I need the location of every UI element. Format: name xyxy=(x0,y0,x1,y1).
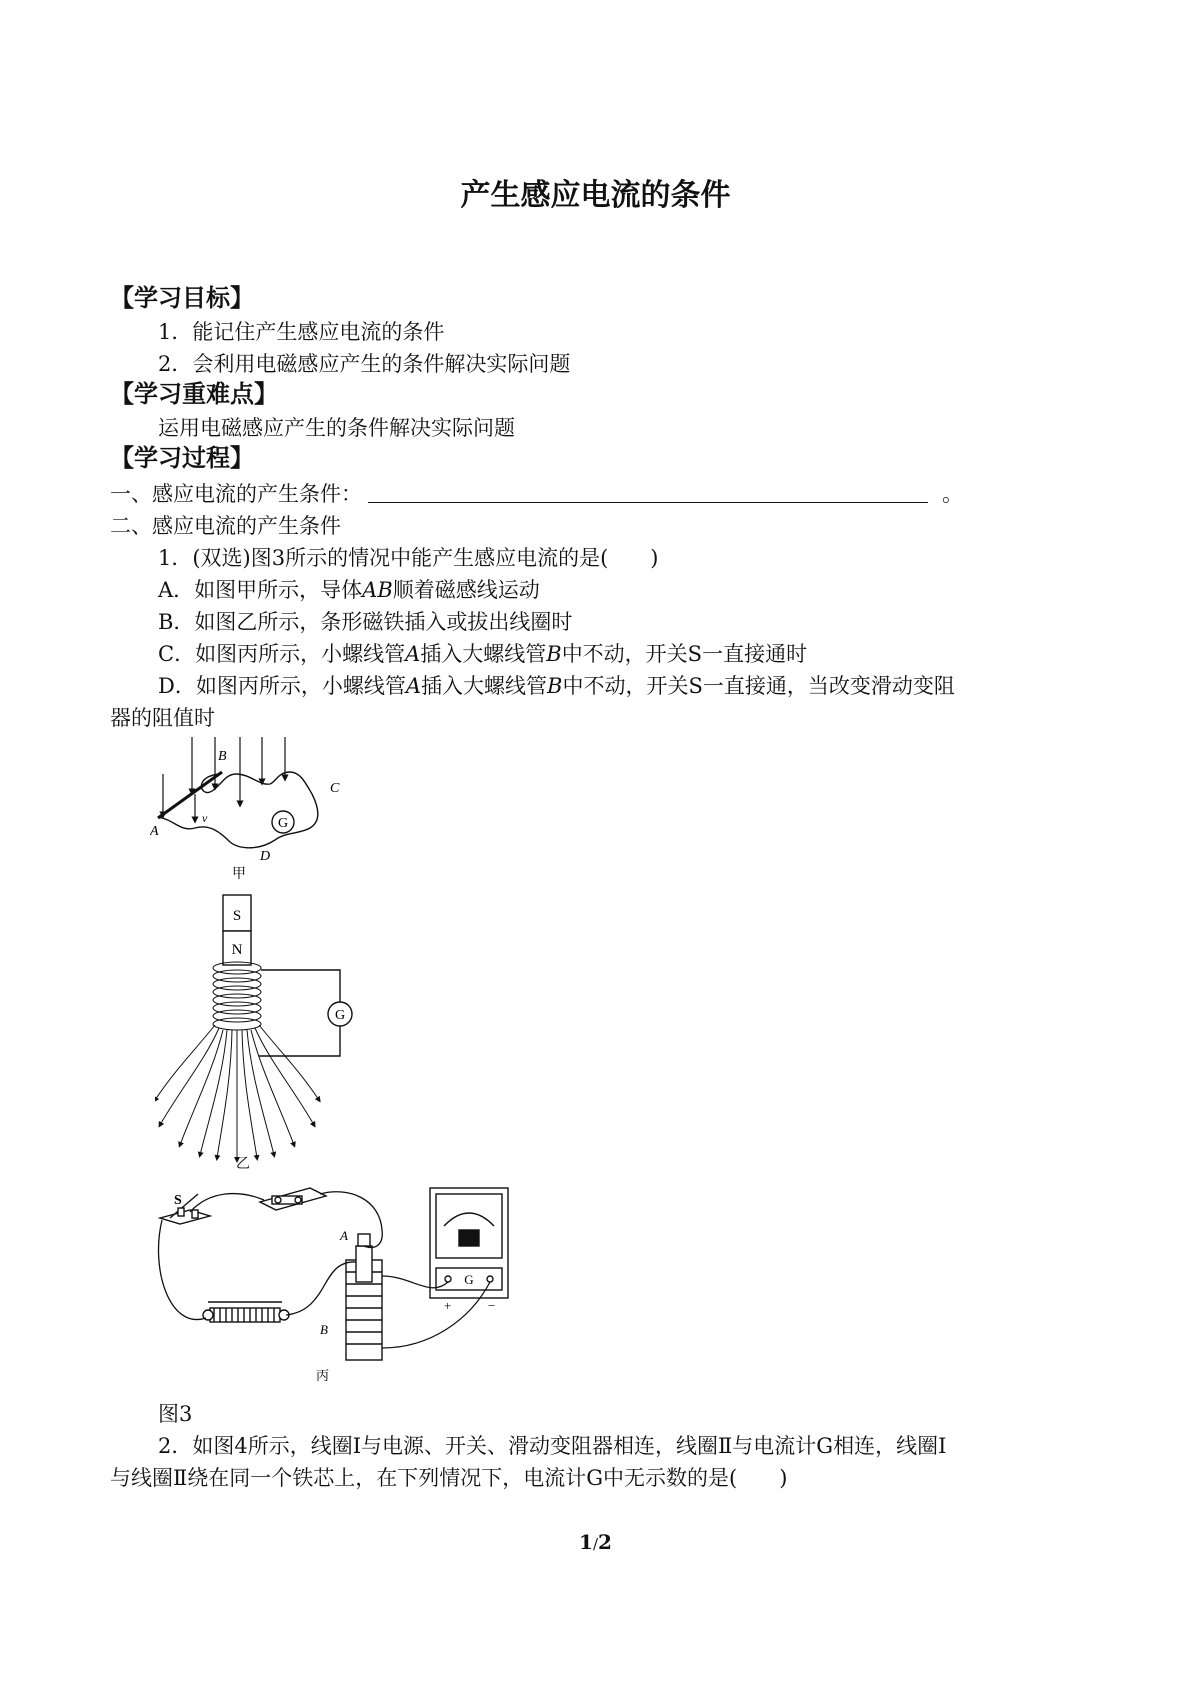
label-d: D xyxy=(260,849,271,864)
q2-line-1: 2．如图4所示，线圈Ⅰ与电源、开关、滑动变阻器相连，线圈Ⅱ与电流计G相连，线圈Ⅰ xyxy=(158,1434,947,1458)
caption-jia: 甲 xyxy=(232,867,246,882)
switch-s xyxy=(160,1194,210,1224)
keypoints-heading: 【学习重难点】 xyxy=(110,380,278,408)
circuit-loop xyxy=(158,772,318,848)
q2-line-2: 与线圈Ⅱ绕在同一个铁芯上，在下列情况下，电流计G中无示数的是( ) xyxy=(110,1466,788,1490)
caption-yi-text: 乙 xyxy=(236,1156,250,1172)
q1-c-var-a: A xyxy=(405,642,421,666)
page-title: 产生感应电流的条件 xyxy=(460,178,731,213)
q1-option-d-continued: 器的阻值时 xyxy=(110,706,215,730)
q1-a-text: A．如图甲所示，导体 xyxy=(158,578,363,602)
q1-d-var-b: B xyxy=(547,674,563,698)
rheostat xyxy=(203,1302,289,1322)
minus-terminal: − xyxy=(488,1298,496,1313)
label-c: C xyxy=(330,781,340,796)
goal-item-2: 2．会利用电磁感应产生的条件解决实际问题 xyxy=(158,352,571,376)
meter-label: G xyxy=(464,1272,474,1287)
q1-d-var-a: A xyxy=(405,674,422,698)
label-n: N xyxy=(231,942,243,958)
q1-d-text-mid: 插入大螺线管 xyxy=(421,674,548,698)
q1-d-text: D．如图丙所示，小螺线管 xyxy=(158,674,406,698)
figure-3-caption: 图3 xyxy=(158,1402,193,1426)
page-total: 2 xyxy=(598,1530,612,1554)
q1-a-var: AB xyxy=(362,578,393,602)
conductor-ab xyxy=(158,772,222,818)
q1-option-a xyxy=(158,576,540,604)
label-a: A xyxy=(340,1228,348,1243)
solenoid-a xyxy=(356,1234,372,1282)
figure-jia xyxy=(150,732,350,882)
q1-c-text: C．如图丙所示，小螺线管 xyxy=(158,642,406,666)
plus-terminal: + xyxy=(444,1298,452,1313)
caption-bing: 丙 xyxy=(316,1368,330,1383)
q1-option-d xyxy=(158,672,955,700)
q1-stem: 1．(双选)图3所示的情况中能产生感应电流的是( ) xyxy=(158,546,659,570)
q1-option-b: B．如图乙所示，条形磁铁插入或拔出线圈时 xyxy=(158,610,573,634)
yi-field-lines xyxy=(155,1025,319,1160)
goals-heading: 【学习目标】 xyxy=(110,284,254,312)
q1-c-var-b: B xyxy=(546,642,562,666)
label-v: v xyxy=(202,811,208,825)
section-2-label: 二、感应电流的产生条件 xyxy=(110,514,341,538)
q1-c-text-end: 中不动，开关S一直接通时 xyxy=(561,642,808,666)
meter-label: G xyxy=(334,1008,346,1023)
q1-d-text-end: 中不动，开关S一直接通，当改变滑动变阻 xyxy=(562,674,955,698)
label-b: B xyxy=(218,749,227,764)
q1-a-text-end: 顺着磁感线运动 xyxy=(392,578,540,602)
solenoid-coil xyxy=(213,962,261,1030)
figure-bing xyxy=(150,1180,550,1385)
goal-item-1: 1．能记住产生感应电流的条件 xyxy=(158,320,445,344)
q1-c-text-mid: 插入大螺线管 xyxy=(420,642,547,666)
page-number xyxy=(0,1530,1191,1554)
label-s: S xyxy=(232,908,242,924)
figure-yi xyxy=(155,890,355,1165)
section-1-end: 。 xyxy=(942,482,963,506)
label-b: B xyxy=(320,1322,328,1337)
section-1-line xyxy=(110,480,963,508)
q1-option-c xyxy=(158,640,807,668)
page-current: 1 xyxy=(579,1530,593,1554)
keypoints-text: 运用电磁感应产生的条件解决实际问题 xyxy=(158,416,515,440)
label-s: S xyxy=(174,1193,182,1208)
label-a: A xyxy=(150,824,159,839)
page-separator: / xyxy=(592,1535,599,1553)
process-heading: 【学习过程】 xyxy=(110,444,254,472)
battery xyxy=(260,1188,326,1210)
section-1-label: 一、感应电流的产生条件： xyxy=(110,482,362,506)
meter-label: G xyxy=(277,816,289,831)
fill-in-blank xyxy=(368,482,928,503)
